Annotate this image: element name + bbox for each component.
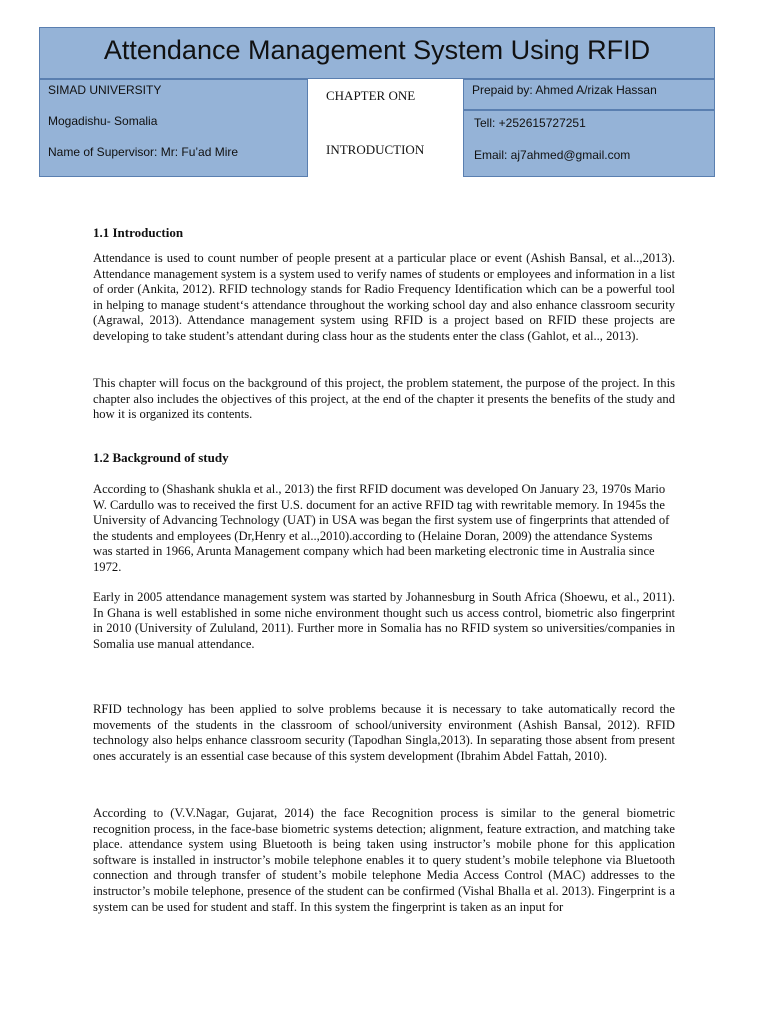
contact-phone: Tell: +252615727251 bbox=[474, 116, 586, 130]
section-heading-introduction: 1.1 Introduction bbox=[93, 225, 184, 240]
university-info-box bbox=[39, 79, 308, 177]
contact-box bbox=[463, 110, 715, 177]
university-location: Mogadishu- Somalia bbox=[48, 114, 158, 128]
supervisor-name: Name of Supervisor: Mr: Fu’ad Mire bbox=[48, 145, 239, 159]
author-box bbox=[463, 79, 715, 110]
background-paragraph-1: According to (Shashank shukla et al., 2013) the first RFID document was developed On January 23, 1970s Mario W. Cardullo was to received the first U.S. document for an active RFID tag with rewritable memory. In 1945s the University of Advancing Technology (UAT) in USA was began the first system use of fingerprints that attended of the students and employees (Dr,Henry et al..,2010).according to (Helaine Doran, 2009) the attendance Systems was started in 1966, Arunta Management company which had been marketing electronic time in Australia since 1972. bbox=[93, 482, 670, 574]
title-banner bbox=[39, 27, 715, 79]
intro-paragraph-2: This chapter will focus on the background of this project, the problem statement, the purpose of the project. In this chapter also includes the objectives of this project, at the end of the chapter it presents the benefits of the study and how it is organized its contents. bbox=[93, 376, 675, 422]
contact-email: Email: aj7ahmed@gmail.com bbox=[474, 148, 631, 162]
prepared-by: Prepaid by: Ahmed A/rizak Hassan bbox=[472, 83, 657, 97]
chapter-label: CHAPTER ONE bbox=[326, 88, 416, 103]
document-title: Attendance Management System Using RFID bbox=[103, 35, 651, 65]
background-paragraph-3: RFID technology has been applied to solve problems because it is necessary to take automatically record the movements of the students in the classroom of school/university environment (Ashish Bansal, 2012). RFID technology also helps enhance classroom security (Tapodhan Singla,2013). In separating those absent from present ones accurately is an essential case because of this system development (Ibrahim Abdel Fattah, 2010). bbox=[93, 702, 675, 763]
section-heading-background: 1.2 Background of study bbox=[93, 450, 229, 465]
background-paragraph-2: Early in 2005 attendance management system was started by Johannesburg in South Africa (Shoewu, et al., 2011). In Ghana is well established in some niche environment thought such us access control, biometric also fingerprint in 2010 (University of Zululand, 2011). Further more in Somalia has no RFID system so universities/companies in Somalia use manual attendance. bbox=[93, 590, 675, 651]
intro-paragraph-1: Attendance is used to count number of people present at a particular place or event (Ashish Bansal, et al..,2013). Attendance management system is a system used to verify names of students or employees and information in a list of order (Ankita, 2012). RFID technology stands for Radio Frequency Identification which can be a powerful tool in helping to manage student‘s attendance throughout the working school day and also enhance classroom security (Agrawal, 2013). Attendance management system using RFID is a project based on RFID these projects are developing to take student’s attendant during class hour as the students enter the class (Gahlot, et al.., 2013). bbox=[93, 251, 675, 343]
chapter-title: INTRODUCTION bbox=[326, 142, 425, 157]
university-name: SIMAD UNIVERSITY bbox=[48, 83, 162, 97]
background-paragraph-4: According to (V.V.Nagar, Gujarat, 2014) the face Recognition process is similar to the general biometric recognition process, in the face-base biometric systems detection; alignment, feature extraction, and matching take place. attendance system using Bluetooth is being taken using instructor’s mobile phone for this application software is installed in instructor’s mobile telephone enables it to query student’s mobile telephone via Bluetooth connection and through transfer of student’s mobile telephone Media Access Control (MAC) addresses to the instructor’s mobile telephone, presence of the student can be confirmed (Vishal Bhalla et al. 2013). Fingerprint is a system can be used for student and staff. In this system the fingerprint is taken as an input for bbox=[93, 806, 675, 914]
